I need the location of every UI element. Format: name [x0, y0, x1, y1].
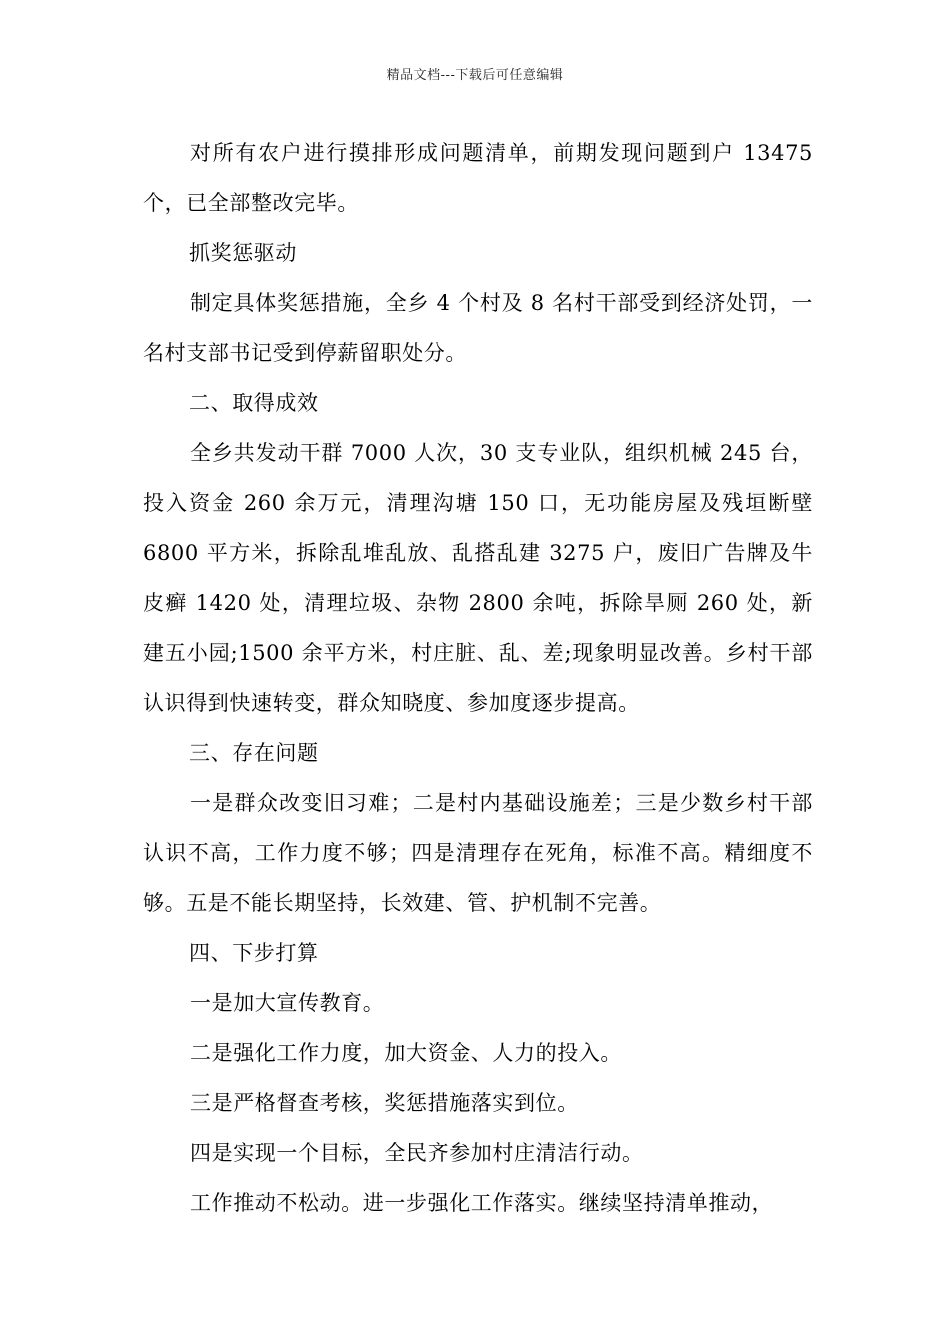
paragraph-issue-list: 对所有农户进行摸排形成问题清单，前期发现问题到户 13475 个，已全部整改完毕。	[143, 141, 813, 215]
paragraph-results: 全乡共发动干群 7000 人次，30 支专业队，组织机械 245 台，投入资金 260 余万元，清理沟塘 150 口，无功能房屋及残垣断壁 6800 平方米，拆除乱堆乱放、乱搭乱建 3275 户，废旧广告牌及牛皮癣 1420 处，清理垃圾、杂物 2800 余吨，拆除旱厕 260 处，新建五小园;1500 余平方米，村庄脏、乱、差;现象明显改善。乡村干部认识得到快速转变，群众知晓度、参加度逐步提高。	[143, 441, 813, 715]
paragraph-work-promotion: 工作推动不松动。进一步强化工作落实。继续坚持清单推动，	[190, 1191, 774, 1215]
plan-item-2: 二是强化工作力度，加大资金、人力的投入。	[190, 1041, 622, 1065]
section-heading-problems: 三、存在问题	[189, 741, 319, 765]
plan-item-1: 一是加大宣传教育。	[190, 991, 385, 1015]
plan-item-4: 四是实现一个目标，全民齐参加村庄清洁行动。	[190, 1141, 644, 1165]
section-heading-results: 二、取得成效	[189, 391, 319, 415]
paragraph-problems: 一是群众改变旧习难；二是村内基础设施差；三是少数乡村干部认识不高，工作力度不够；四是清理存在死角，标准不高。精细度不够。五是不能长期坚持，长效建、管、护机制不完善。	[143, 791, 813, 915]
section-heading-next-steps: 四、下步打算	[189, 941, 319, 965]
subheading-incentives: 抓奖惩驱动	[189, 241, 297, 265]
plan-item-3: 三是严格督查考核，奖惩措施落实到位。	[190, 1091, 579, 1115]
page-header: 精品文档---下载后可任意编辑	[386, 68, 564, 83]
document-body	[143, 128, 813, 1228]
paragraph-incentive-measures: 制定具体奖惩措施，全乡 4 个村及 8 名村干部受到经济处罚，一名村支部书记受到停薪留职处分。	[143, 291, 813, 365]
